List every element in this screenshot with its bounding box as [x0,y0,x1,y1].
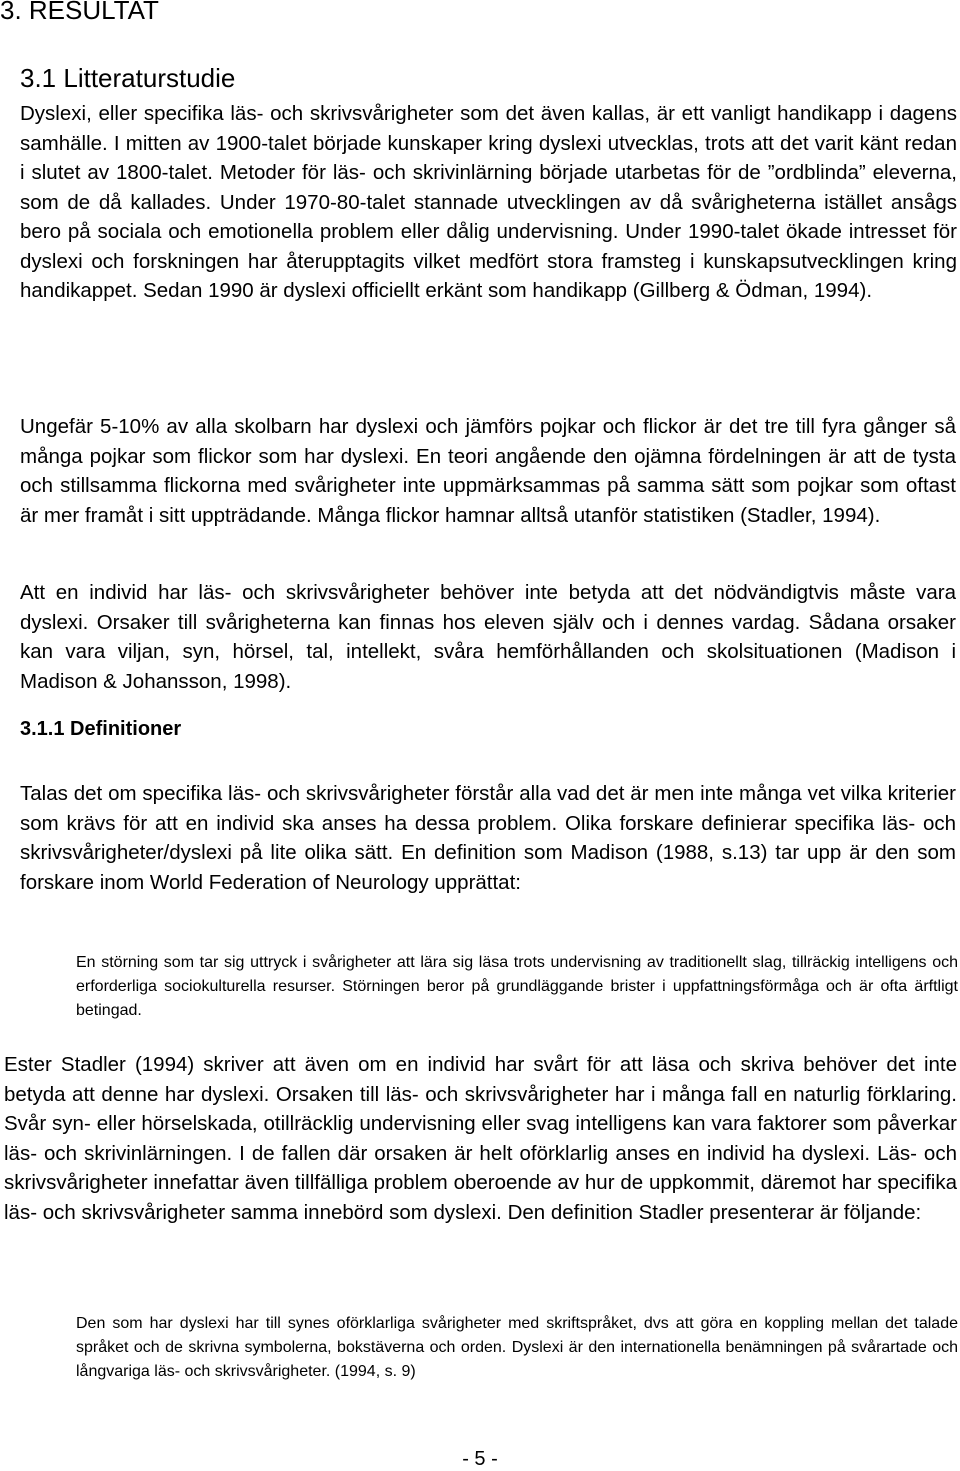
paragraph-definitions: Talas det om specifika läs- och skrivsvårigheter förstår alla vad det är men inte många vet vilka kriterier som krävs för att en individ ska anses ha dessa problem. Olika forskare definierar specifika läs- och skrivsvårigheter/dyslexi på lite olika sätt. En definition som Madison (1988, s.13) tar upp är den som forskare inom World Federation of Neurology upprättat: [20,782,956,894]
paragraph-intro: Dyslexi, eller specifika läs- och skrivsvårigheter som det även kallas, är ett vanligt handikapp i dagens samhälle. I mitten av 1900-talet började kunskaper kring dyslexi utvecklas, trots att det varit känt redan i slutet av 1800-talet. Metoder för läs- och skrivinlärning började utarbetas för de ”ordblinda” eleverna, som de då kallades. Under 1970-80-talet stannade utvecklingen av då svårigheterna istället ansågs bero på sociala och emotionella problem eller dålig undervisning. Under 1990-talet ökade intresset för dyslexi och forskningen har återupptagits vilket medfört stora framsteg i kunskapsutvecklingen kring handikappet. Sedan 1990 är dyslexi officiellt erkänt som handikapp (Gillberg & Ödman, 1994). [20,102,957,302]
page-number: - 5 - [462,1448,498,1470]
paragraph-causes: Att en individ har läs- och skrivsvårigheter behöver inte betyda att det nödvändigtvis måste vara dyslexi. Orsaker till svårigheterna kan finnas hos eleven själv och i dennes vardag. Sådana orsaker kan vara viljan, syn, hörsel, tal, intellekt, svåra hemförhållanden och skolsituationen (Madison i Madison & Johansson, 1998). [20,581,956,693]
block-quote-stadler-definition: Den som har dyslexi har till synes oförklarliga svårigheter med skriftspråket, dvs att göra en koppling mellan det talade språket och de skrivna symbolerna, bokstäverna och orden. Dyslexi är den internationella benämningen på svårartade och långvariga läs- och skrivsvårigheter. (1994, s. 9) [76,1315,958,1380]
subsection-heading: 3.1.1 Definitioner [20,718,182,740]
section-heading: 3.1 Litteraturstudie [20,63,236,93]
chapter-heading: 3. RESULTAT [0,0,159,25]
block-quote-wfn-definition: En störning som tar sig uttryck i svårigheter att lära sig läsa trots undervisning av traditionellt slag, tillräckig intelligens och erforderliga sociokulturella resurser. Störningen beror på grundläggande brister i uppfattningsförmåga och är ofta ärftligt betingad. [76,954,958,1019]
paragraph-stadler: Ester Stadler (1994) skriver att även om en individ har svårt för att läsa och skriva behöver det inte betyda att denne har dyslexi. Orsaken till läs- och skrivsvårigheter har i många fall en naturlig förklaring. Svår syn- eller hörselskada, otillräcklig undervisning eller svag intelligens kan vara faktorer som påverkar läs- och skrivinlärningen. I de fallen där orsaken är helt oförklarlig anses en individ ha dyslexi. Läs- och skrivsvårigheter innefattar även tillfälliga problem oberoende av hur de uppkommit, däremot har specifika läs- och skrivsvårigheter samma innebörd som dyslexi. Den definition Stadler presenterar är följande: [4,1053,957,1224]
paragraph-prevalence: Ungefär 5-10% av alla skolbarn har dyslexi och jämförs pojkar och flickor är det tre till fyra gånger så många pojkar som flickor som har dyslexi. En teori angående den ojämna fördelningen är att de tysta och stillsamma flickorna med svårigheter inte uppmärksammas på samma sätt som pojkar som oftast är mer framåt i sitt uppträdande. Många flickor hamnar alltså utanför statistiken (Stadler, 1994). [20,415,956,527]
